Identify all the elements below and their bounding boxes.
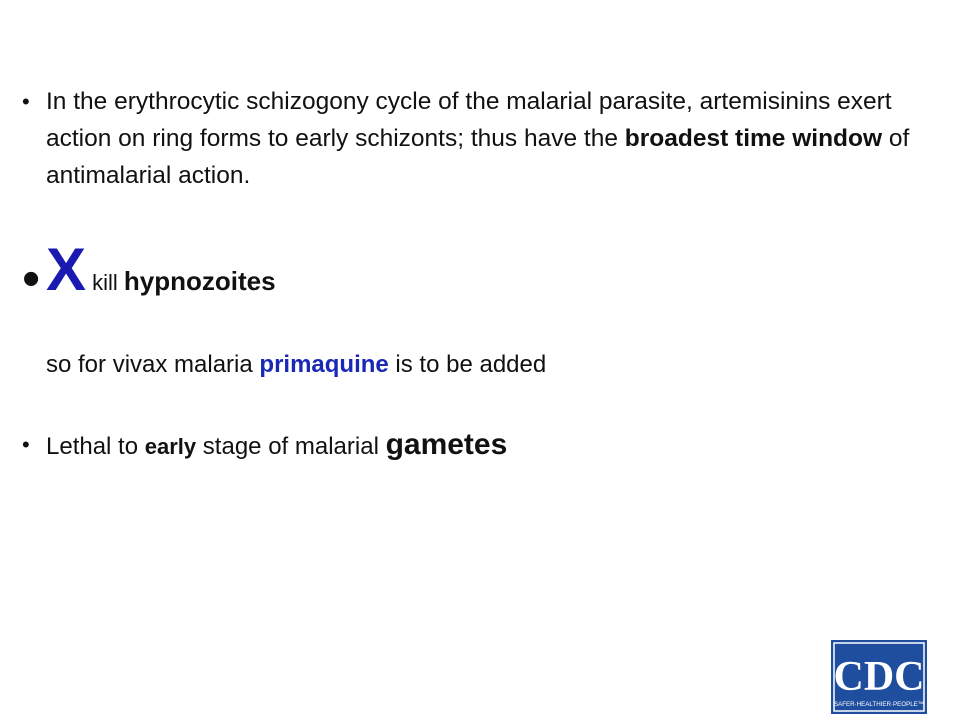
logo-text: CDC [833,654,925,700]
text-segment: Lethal to [46,433,145,460]
bullet-dot: • [22,250,41,308]
bullet-text [46,236,922,303]
sub-text-vivax [46,351,546,379]
big-x-mark: X [46,236,87,303]
bullet-dot: • [22,432,30,457]
text-segment: kill [86,270,124,295]
text-segment: so for vivax malaria [46,351,260,378]
bullet-dot: • [22,89,30,114]
cdc-logo [831,640,927,714]
bold-segment: gametes [385,428,508,461]
bold-segment: early [144,434,197,459]
bullet-text [46,83,922,194]
text-segment: stage of malarial [196,433,386,460]
primaquine-highlight: primaquine [259,351,389,378]
bullet-text [46,428,922,464]
text-segment: is to be added [388,351,547,378]
text-segment: In the erythrocytic schizogony cycle of the malarial parasite, artemisinins exert action on ring forms to early schizonts; thus have the [46,88,892,152]
text-segment: of antimalarial action. [46,125,910,189]
bold-segment: hypnozoites [123,266,276,296]
logo-tagline: SAFER·HEALTHIER·PEOPLE™ [834,701,924,708]
bold-segment: broadest time window [624,125,883,152]
